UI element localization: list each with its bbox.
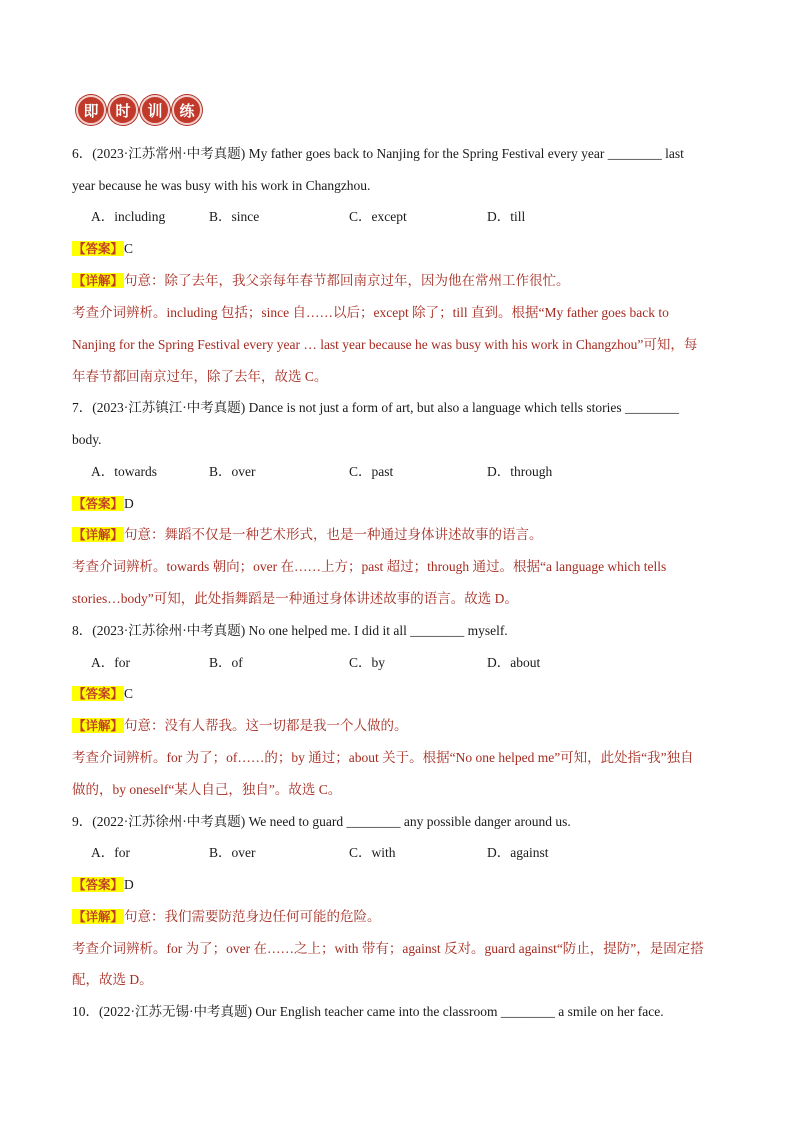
question-6-stem: 6．(2023·江苏常州·中考真题) My father goes back to Nanjing for the Spring Festival every year ________ last: [72, 146, 684, 161]
option-c: C．by: [349, 655, 386, 670]
question-8-options: [91, 654, 540, 672]
question-8-detail: [72, 717, 408, 735]
answer-value: C: [124, 241, 134, 256]
option-c: C．with: [349, 845, 396, 860]
detail-text: 句意：除了去年，我父亲每年春节都回南京过年，因为他在常州工作很忙。: [124, 273, 570, 288]
option-d: D．about: [487, 655, 541, 670]
question-6-detail: [72, 272, 570, 290]
option-a: A．for: [91, 655, 130, 670]
option-b: B．over: [209, 845, 256, 860]
question-6-analysis: 考查介词辨析。including 包括；since 自……以后；except 除了；till 直到。根据“My father goes back to: [72, 305, 669, 320]
option-b: B．since: [209, 209, 260, 224]
question-6-options: [91, 208, 525, 226]
option-a: A．including: [91, 209, 166, 224]
question-7-answer: [72, 495, 134, 513]
section-banner: [76, 95, 202, 125]
detail-text: 句意：舞蹈不仅是一种艺术形式，也是一种通过身体讲述故事的语言。: [124, 527, 543, 542]
question-9-analysis: 配，故选 D。: [72, 972, 153, 987]
question-7-analysis: stories…body”可知，此处指舞蹈是一种通过身体讲述故事的语言。故选 D。: [72, 591, 518, 606]
detail-tag: 【详解】: [73, 718, 124, 733]
question-7-analysis: 考查介词辨析。towards 朝向；over 在……上方；past 超过；through 通过。根据“a language which tells: [72, 559, 667, 574]
question-6-analysis: 年春节都回南京过年，除了去年，故选 C。: [72, 369, 328, 384]
detail-tag: 【详解】: [73, 527, 124, 542]
question-7-detail: [72, 526, 543, 544]
question-9-detail: [72, 908, 381, 926]
option-c: C．except: [349, 209, 407, 224]
detail-text: 句意：我们需要防范身边任何可能的危险。: [124, 909, 381, 924]
banner-char: 时: [108, 95, 138, 125]
answer-value: D: [124, 877, 134, 892]
question-6-analysis: Nanjing for the Spring Festival every year … last year because he was busy with his work in Changzhou”可知，每: [72, 337, 698, 352]
option-d: D．till: [487, 209, 526, 224]
question-9-stem: 9．(2022·江苏徐州·中考真题) We need to guard ________ any possible danger around us.: [72, 814, 571, 829]
question-9-analysis: 考查介词辨析。for 为了；over 在……之上；with 带有；against 反对。guard against“防止，提防”，是固定搭: [72, 941, 704, 956]
banner-char: 训: [140, 95, 170, 125]
question-6-answer: [72, 240, 133, 258]
answer-tag: 【答案】: [73, 686, 124, 701]
option-d: D．against: [487, 845, 549, 860]
banner-char: 练: [172, 95, 202, 125]
option-a: A．towards: [91, 464, 157, 479]
question-6-stem-cont: year because he was busy with his work in Changzhou.: [72, 178, 371, 193]
question-8-analysis: 考查介词辨析。for 为了；of……的；by 通过；about 关于。根据“No one helped me”可知，此处指“我”独自: [72, 750, 694, 765]
question-9-options: [91, 844, 549, 862]
option-d: D．through: [487, 464, 553, 479]
question-8-stem: 8．(2023·江苏徐州·中考真题) No one helped me. I did it all ________ myself.: [72, 623, 508, 638]
question-7-options: [91, 463, 552, 481]
detail-tag: 【详解】: [73, 909, 124, 924]
option-b: B．over: [209, 464, 256, 479]
option-a: A．for: [91, 845, 130, 860]
question-9-answer: [72, 876, 134, 894]
option-b: B．of: [209, 655, 243, 670]
answer-value: D: [124, 496, 134, 511]
question-10-stem: 10．(2022·江苏无锡·中考真题) Our English teacher came into the classroom ________ a smile on her face.: [72, 1004, 664, 1019]
question-8-analysis: 做的，by oneself“某人自己，独自”。故选 C。: [72, 782, 342, 797]
question-7-stem: 7．(2023·江苏镇江·中考真题) Dance is not just a form of art, but also a language which tells stories ________: [72, 400, 680, 415]
question-7-stem-cont: body.: [72, 432, 102, 447]
question-8-answer: [72, 685, 133, 703]
answer-tag: 【答案】: [73, 877, 124, 892]
option-c: C．past: [349, 464, 394, 479]
detail-text: 句意：没有人帮我。这一切都是我一个人做的。: [124, 718, 408, 733]
banner-char: 即: [76, 95, 106, 125]
answer-tag: 【答案】: [73, 241, 124, 256]
answer-value: C: [124, 686, 134, 701]
detail-tag: 【详解】: [73, 273, 124, 288]
answer-tag: 【答案】: [73, 496, 124, 511]
